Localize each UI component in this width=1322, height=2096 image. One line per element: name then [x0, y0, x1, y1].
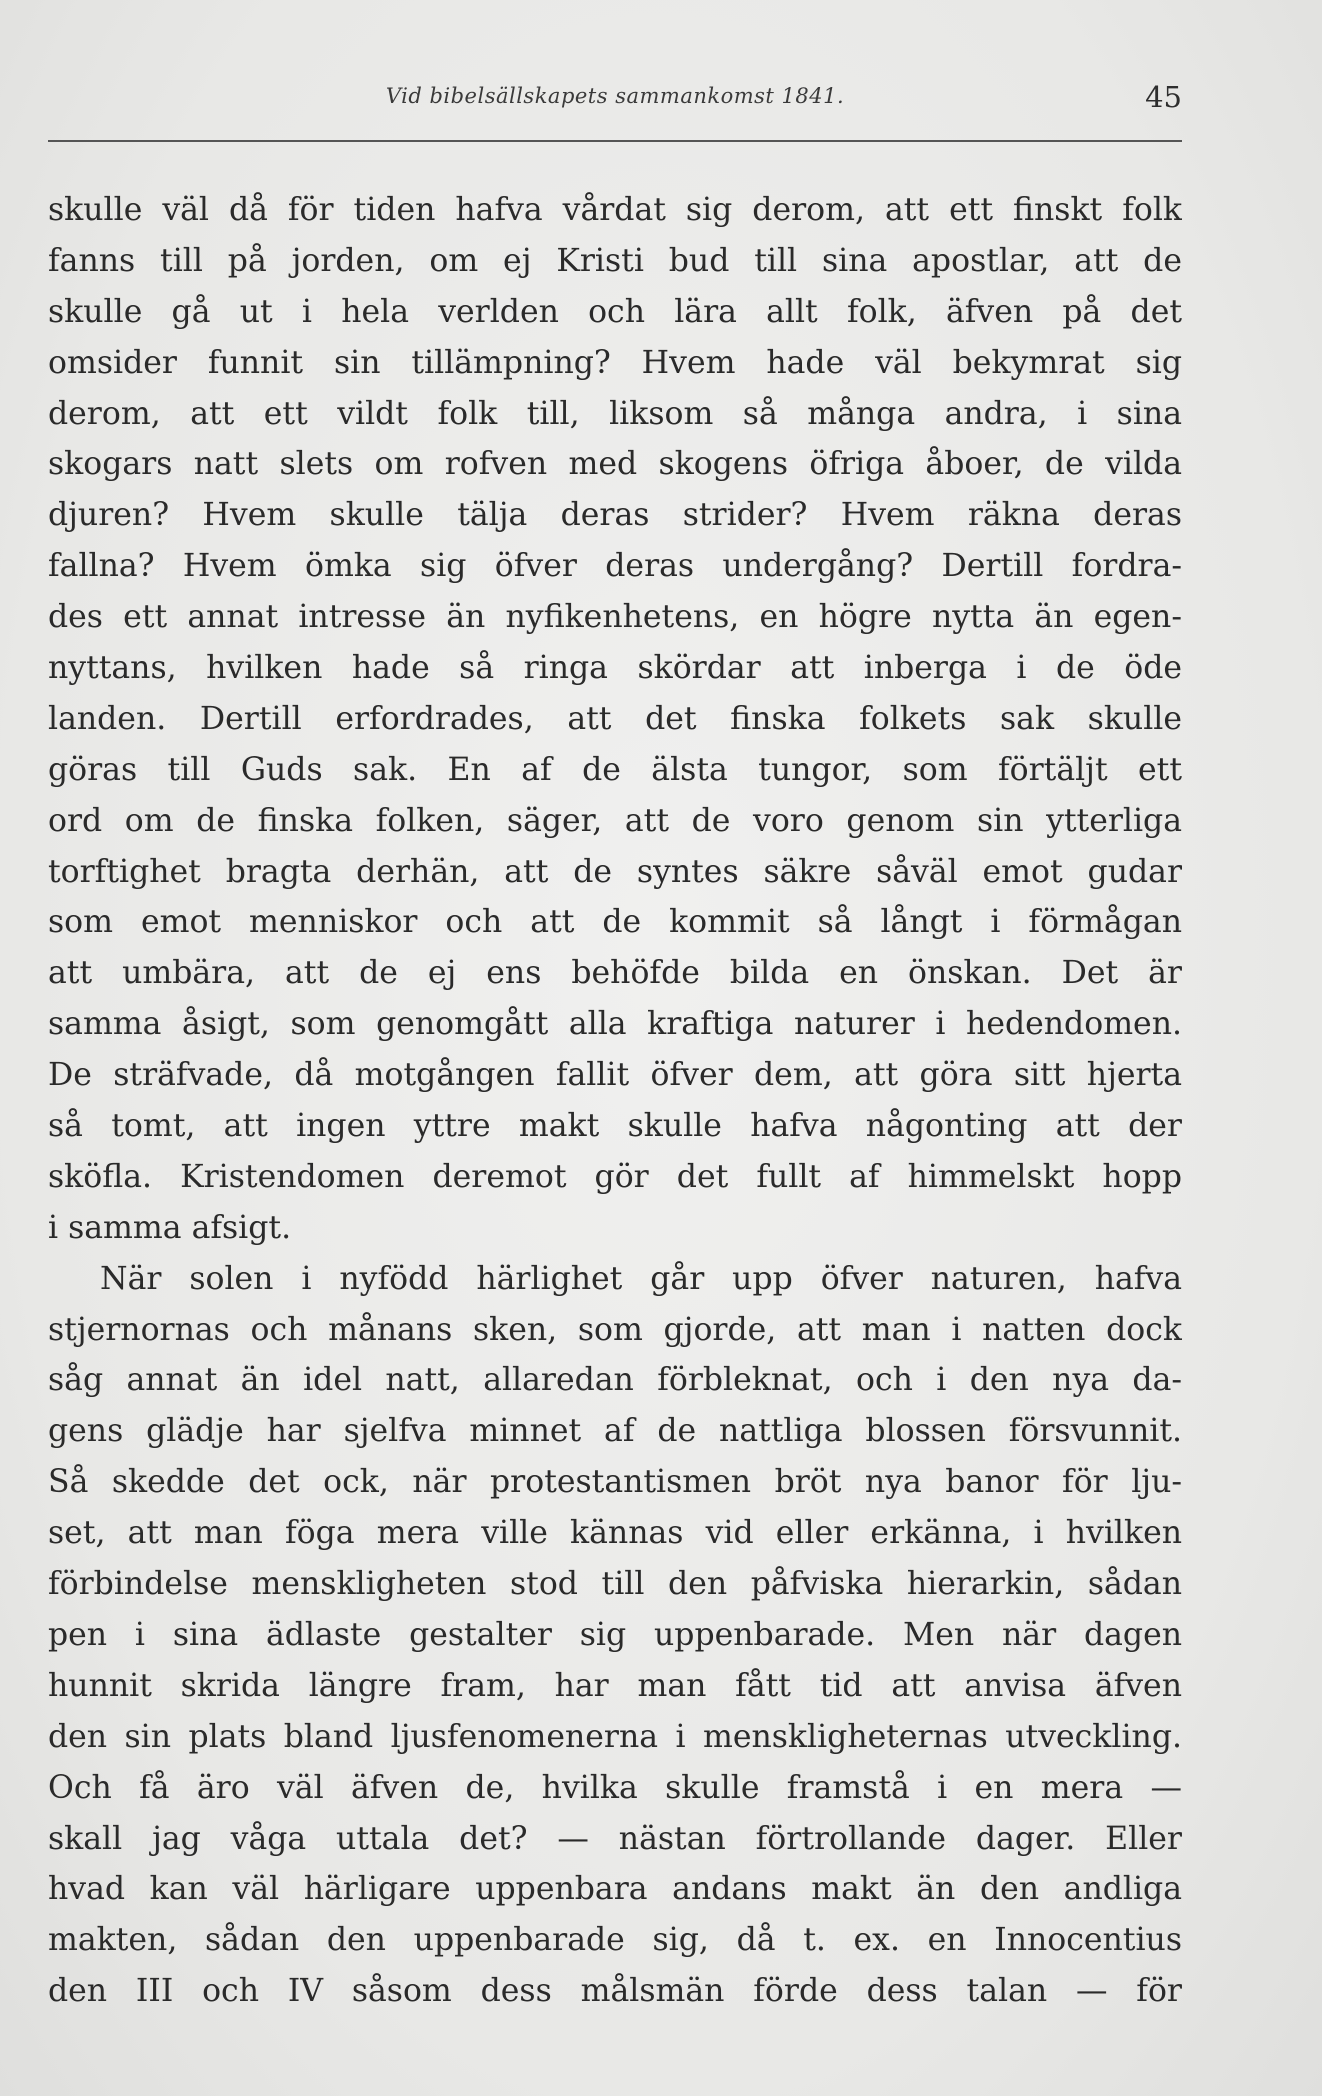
page-header	[48, 80, 1182, 124]
text-line: djuren? Hvem skulle tälja deras strider? Hvem räkna deras	[48, 497, 1182, 534]
page-number: 45	[1145, 80, 1182, 114]
text-line: såg annat än idel natt, allaredan förbleknat, och i den nya da-	[48, 1362, 1182, 1399]
text-line: fanns till på jorden, om ej Kristi bud till sina apostlar, att de	[48, 242, 1182, 279]
text-line: gens glädje har sjelfva minnet af de nattliga blossen försvunnit.	[48, 1413, 1182, 1450]
text-line: De sträfvade, då motgången fallit öfver dem, att göra sitt hjerta	[48, 1057, 1182, 1094]
text-line: skulle väl då för tiden hafva vårdat sig derom, att ett finskt folk	[48, 192, 1182, 228]
text-line: som emot menniskor och att de kommit så långt i förmågan	[48, 904, 1182, 941]
text-line: sköfla. Kristendomen deremot gör det fullt af himmelskt hopp	[48, 1158, 1182, 1195]
text-line: des ett annat intresse än nyfikenhetens, en högre nytta än egen-	[48, 599, 1182, 636]
header-rule	[48, 140, 1182, 142]
text-line: fallna? Hvem ömka sig öfver deras undergång? Dertill fordra-	[48, 548, 1182, 585]
text-line: skulle gå ut i hela verlden och lära allt folk, äfven på det	[48, 293, 1182, 330]
text-line: den sin plats bland ljusfenomenerna i menskligheternas utveckling.	[48, 1718, 1182, 1755]
text-line: så tomt, att ingen yttre makt skulle hafva någonting att der	[48, 1108, 1182, 1145]
text-line: ord om de finska folken, säger, att de voro genom sin ytterliga	[48, 802, 1182, 839]
text-line: göras till Guds sak. En af de älsta tungor, som förtäljt ett	[48, 751, 1182, 788]
text-line: nyttans, hvilken hade så ringa skördar att inberga i de öde	[48, 650, 1182, 687]
text-line: derom, att ett vildt folk till, liksom så många andra, i sina	[48, 395, 1182, 432]
text-line: omsider funnit sin tillämpning? Hvem hade väl bekymrat sig	[48, 344, 1182, 381]
text-line: makten, sådan den uppenbarade sig, då t. ex. en Innocentius	[48, 1922, 1182, 1959]
text-line: torftighet bragta derhän, att de syntes säkre såväl emot gudar	[48, 853, 1182, 890]
text-line: skogars natt slets om rofven med skogens öfriga åboer, de vilda	[48, 446, 1182, 483]
text-line: pen i sina ädlaste gestalter sig uppenbarade. Men när dagen	[48, 1616, 1182, 1653]
text-line: hunnit skrida längre fram, har man fått tid att anvisa äfven	[48, 1667, 1182, 1704]
text-line: förbindelse menskligheten stod till den påfviska hierarkin, sådan	[48, 1566, 1182, 1603]
text-line: stjernornas och månans sken, som gjorde, att man i natten dock	[48, 1311, 1182, 1348]
text-line: Och få äro väl äfven de, hvilka skulle framstå i en mera —	[48, 1769, 1182, 1806]
text-line: samma åsigt, som genomgått alla kraftiga naturer i hedendomen.	[48, 1006, 1182, 1043]
text-line: Så skedde det ock, när protestantismen bröt nya banor för lju-	[48, 1464, 1182, 1501]
text-line: den III och IV såsom dess målsmän förde dess talan — för	[48, 1973, 1182, 2010]
body-text	[48, 185, 1182, 2017]
running-title: Vid bibelsällskapets sammankomst 1841.	[385, 84, 845, 108]
text-line: landen. Dertill erfordrades, att det finska folkets sak skulle	[48, 700, 1182, 737]
text-line: skall jag våga uttala det? — nästan förtrollande dager. Eller	[48, 1820, 1182, 1857]
text-line: hvad kan väl härligare uppenbara andans makt än den andliga	[48, 1871, 1182, 1908]
text-line: set, att man föga mera ville kännas vid eller erkänna, i hvilken	[48, 1515, 1182, 1552]
text-line: att umbära, att de ej ens behöfde bilda en önskan. Det är	[48, 955, 1182, 992]
paragraph-first-line: När solen i nyfödd härlighet går upp öfver naturen, hafva	[100, 1260, 1182, 1297]
paragraph-last-line: i samma afsigt.	[48, 1209, 292, 1246]
